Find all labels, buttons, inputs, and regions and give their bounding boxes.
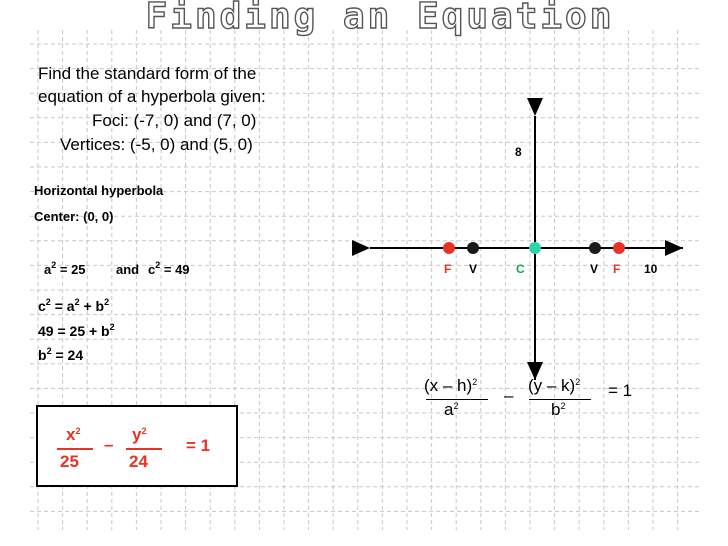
x-tick-label: 10 bbox=[644, 262, 658, 276]
problem-line-2: equation of a hyperbola given: bbox=[38, 87, 266, 106]
right-focus-point bbox=[613, 242, 625, 254]
slide-title: Finding an Equation bbox=[145, 0, 615, 37]
answer-numerator-y: $y^2$ bbox=[132, 425, 147, 444]
answer-fraction-bar-2 bbox=[126, 448, 162, 450]
answer-denominator-24: 24 bbox=[129, 452, 148, 471]
left-vertex-point bbox=[467, 242, 479, 254]
answer-numerator-x: $x^2$ bbox=[66, 425, 81, 444]
and-word: and bbox=[116, 262, 140, 277]
general-numerator-x: (x – h)$^2$ bbox=[424, 376, 478, 395]
y-tick-label: 8 bbox=[515, 145, 522, 159]
left-focus-label: F bbox=[444, 262, 452, 276]
center-point bbox=[529, 242, 541, 254]
substitution-step: $49 = 25 + b^2$ bbox=[38, 322, 115, 339]
center-label: Center: (0, 0) bbox=[34, 209, 114, 224]
problem-line-1: Find the standard form of the bbox=[38, 64, 257, 83]
a-squared-value: $a^2 = 25$ bbox=[44, 260, 86, 277]
general-numerator-y: (y – k)$^2$ bbox=[528, 376, 581, 395]
left-focus-point bbox=[443, 242, 455, 254]
c-squared-value: $c^2 = 49$ bbox=[148, 260, 190, 277]
general-minus-sign: – bbox=[504, 386, 514, 405]
answer-minus-sign: – bbox=[104, 435, 114, 454]
vertices-line: Vertices: (-5, 0) and (5, 0) bbox=[60, 135, 253, 154]
answer-equals-one: = 1 bbox=[186, 436, 211, 455]
left-vertex-label: V bbox=[469, 262, 478, 276]
general-denominator-b: $b^2$ bbox=[551, 400, 566, 419]
right-vertex-label: V bbox=[590, 262, 599, 276]
answer-denominator-25: 25 bbox=[60, 452, 79, 471]
right-vertex-point bbox=[589, 242, 601, 254]
general-denominator-a: $a^2$ bbox=[444, 400, 459, 419]
foci-line: Foci: (-7, 0) and (7, 0) bbox=[92, 111, 257, 130]
right-focus-label: F bbox=[613, 262, 621, 276]
b-squared-result: $b^2 = 24$ bbox=[38, 346, 84, 363]
orientation-label: Horizontal hyperbola bbox=[34, 183, 164, 198]
pythagorean-relation: $c^2 = a^2 + b^2$ bbox=[38, 297, 110, 314]
general-equals-one: = 1 bbox=[608, 381, 633, 400]
center-label-c: C bbox=[516, 262, 525, 276]
answer-fraction-bar-1 bbox=[57, 448, 93, 450]
